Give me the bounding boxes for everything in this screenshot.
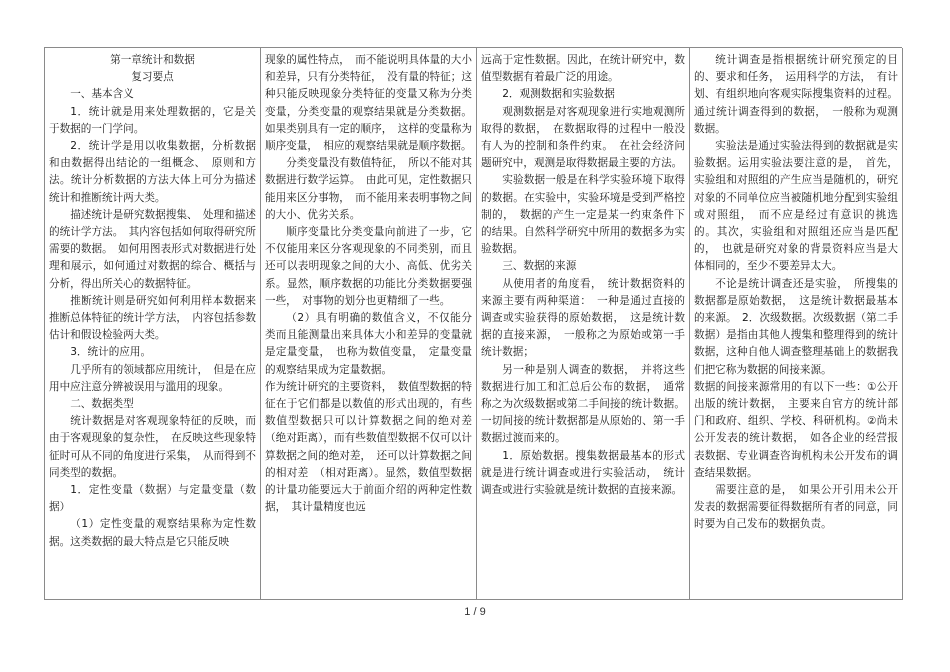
paragraph: （1）定性变量的观察结果称为定性数据。这类数据的最大特点是它只能反映 [49,518,256,548]
paragraph: 从使用者的角度看， 统计数据资料的来源主要有两种渠道： 一种是通过直接的调查或实验获得的原始数据， 这是统计数据的直接来源， 一般称之为原始或第一手统计数据； [481,277,685,359]
paragraph: 观测数据是对客观现象进行实地观测所取得的数据， 在数据取得的过程中一般没有人为的控制和条件约束。 在社会经济问题研究中，观测是取得数据最主要的方法。 [481,105,685,170]
paragraph: 1．定性变量（数据）与定量变量（数据） [49,484,256,514]
paragraph: 数据的间接来源常用的有以下一些：①公开出版的统计数据， 主要来自官方的统计部门和政府、组织、学校、科研机构。②尚未公开发表的统计数据， 如各企业的经营报表数据、专业调查咨询机构未公开发布的调查结果数据。 [694,380,898,479]
paragraph: 二、数据类型 [70,398,134,411]
paragraph: 另一种是别人调查的数据， 并将这些数据进行加工和汇总后公布的数据， 通常称之为次级数据或第二手间接的统计数据。一切间接的统计数据都是从原始的、第一手数据过渡而来的。 [481,363,685,445]
column-3 [477,48,690,600]
paragraph: 不论是统计调查还是实验， 所搜集的数据都是原始数据， 这是统计数据最基本的来源。 2．次级数据。次级数据（第二手数据）是指由其他人搜集和整理得到的统计数据，这种自他人调查整理基础上的数据我们把它称为数据的间接来源。 [694,277,898,376]
paragraph: 顺序变量比分类变量向前进了一步，它不仅能用来区分客观现象的不同类别，而且还可以表明现象之间的大小、高低、优劣关系。显然，顺序数据的功能比分类数据要强一些， 对事物的划分也更精细了一些。 [265,226,472,307]
paragraph: 统计调查是指根据统计研究预定的目的、要求和任务， 运用科学的方法， 有计划、有组织地向客观实际搜集资料的过程。通过统计调查得到的数据， 一般称为观测数据。 [694,54,898,135]
column-1 [45,48,261,600]
paragraph: 1．原始数据。搜集数据最基本的形式就是进行统计调查或进行实验活动， 统计调查或进行实验就是统计数据的直接来源。 [481,449,685,497]
column-4 [690,48,903,600]
paragraph: 作为统计研究的主要资料， 数值型数据的特征在于它们都是以数值的形式出现的，有些数值型数据只可以计算数据之间的绝对差（绝对距离），而有些数值型数据不仅可以计算数据之间的绝对差， 还可以计算数据之间的相对差 （相对距离）。显然，数值型数据的计量功能要远大于前面介绍的两种定性数据， 其计量精度也远 [265,380,472,514]
column-2 [261,48,477,600]
paragraph: 描述统计是研究数据搜集、 处理和描述的统计学方法。 其内容包括如何取得研究所需要的数据。 如何用图表形式对数据进行处理和展示，如何通过对数据的综合、概括与分析，得出所关心的数据特征。 [49,208,256,290]
paragraph: 实验法是通过实验法得到的数据就是实验数据。运用实验法要注意的是， 首先，实验组和对照组的产生应当是随机的，研究对象的不同单位应当被随机地分配到实验组或对照组， 而不应是经过有意识的挑选的。其次，实验组和对照组还应当是匹配的， 也就是研究对象的背景资料应当是大体相同的，至少不要差异太大。 [694,140,898,273]
paragraph: 3．统计的应用。 [70,346,152,359]
paragraph: 1．统计就是用来处理数据的，它是关于数据的一门学问。 [49,105,256,135]
paragraph: 复习要点 [131,71,174,84]
text-columns [44,47,902,600]
paragraph: 推断统计则是研究如何利用样本数据来推断总体特征的统计学方法， 内容包括参数估计和假设检验两大类。 [49,294,256,342]
paragraph: 统计数据是对客观现象特征的反映，而由于客观现象的复杂性， 在反映这些现象特征时可从不同的角度进行采集， 从而得到不同类型的数据。 [49,415,256,479]
paragraph: 远高于定性数据。因此，在统计研究中，数值型数据有着最广泛的用途。 [481,54,685,84]
paragraph: 第一章统计和数据 [110,54,195,66]
paragraph: 分类变量没有数值特征， 所以不能对其数据进行数学运算。 由此可见，定性数据只能用来区分事物， 而不能用来表明事物之间的大小、优劣关系。 [265,157,472,221]
paragraph: 2．统计学是用以收集数据，分析数据和由数据得出结论的一组概念、 原则和方法。统计分析数据的方法大体上可分为描述统计和推断统计两大类。 [49,140,256,204]
paragraph: （2）具有明确的数值含义，不仅能分类而且能测量出来具体大小和差异的变量就是定量变量， 也称为数值变量， 定量变量的观察结果成为定量数据。 [265,312,472,376]
paragraph: 2．观测数据和实验数据 [502,88,615,101]
paragraph: 现象的属性特点， 而不能说明具体量的大小和差异，只有分类特征， 没有量的特征；这种只能反映现象分类特征的变量又称为分类变量，分类变量的观察结果就是分类数据。如果类别具有一定的顺序， 这样的变量称为顺序变量， 相应的观察结果就是顺序数据。 [265,54,472,153]
paragraph: 三、数据的来源 [502,260,577,273]
page-number: 1 / 9 [464,606,486,618]
paragraph: 几乎所有的领域都应用统计， 但是在应用中应注意分辨被误用与滥用的现象。 [49,363,256,393]
paragraph: 实验数据一般是在科学实验环境下取得的数据。在实验中，实验环境是受到严格控制的， 数据的产生一定是某一约束条件下的结果。自然科学研究中所用的数据多为实验数据。 [481,174,685,256]
paragraph: 一、基本含义 [70,88,134,101]
paragraph: 需要注意的是， 如果公开引用未公开发表的数据需要征得数据所有者的同意，同时要为自己发布的数据负责。 [694,484,898,531]
